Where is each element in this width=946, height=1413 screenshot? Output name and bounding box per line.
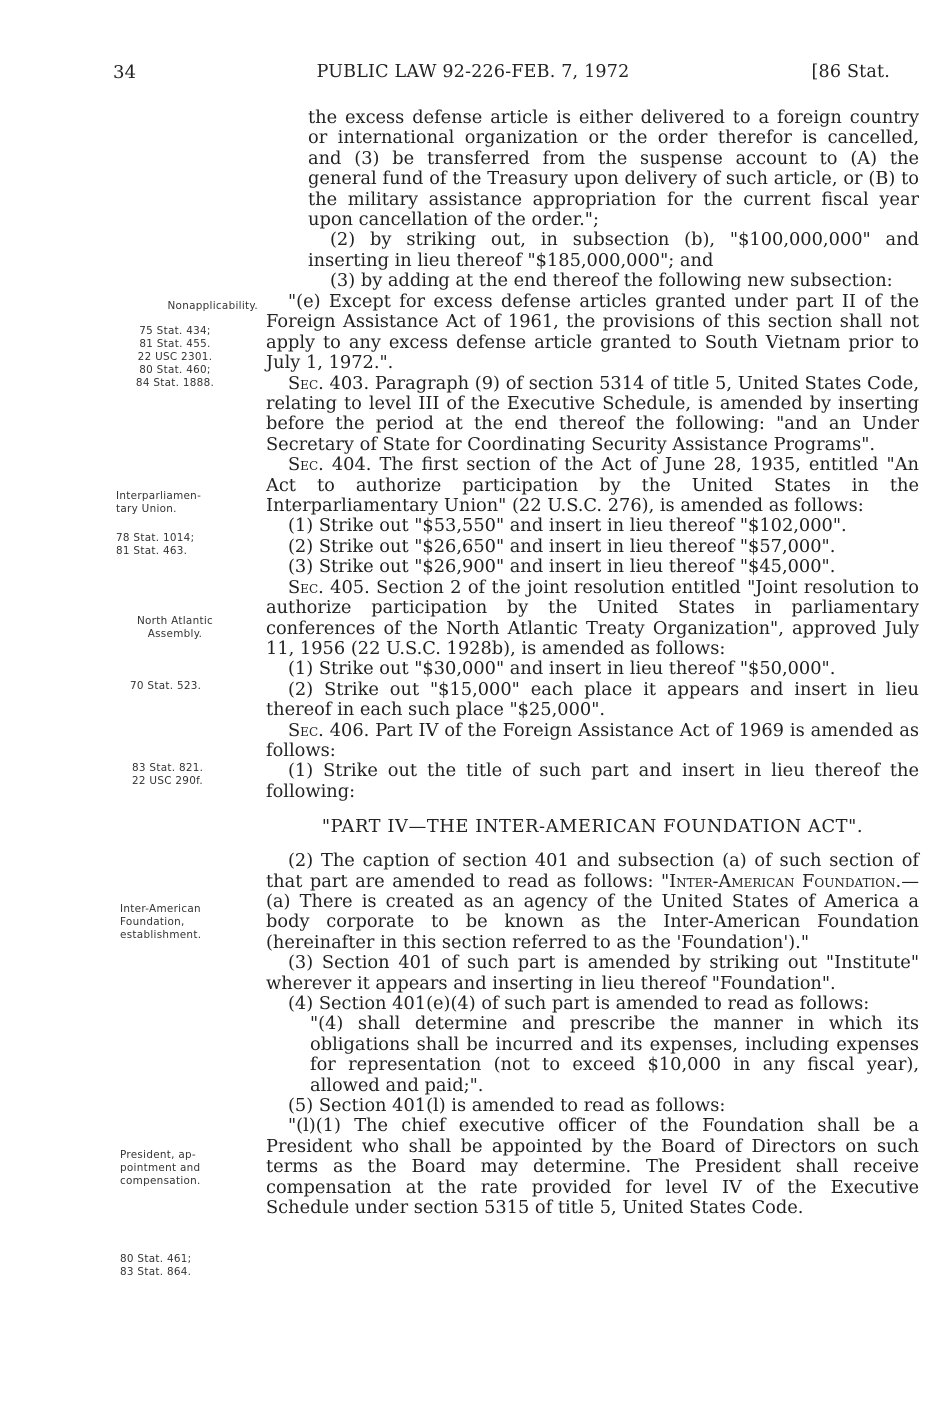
margin-cite-4: 83 Stat. 821. 22 USC 290f. bbox=[132, 762, 204, 787]
paragraph-item-2: (2) by striking out, in subsection (b), "$100,000,000" and inserting in lieu thereof "$185,000,000"; and bbox=[308, 229, 919, 271]
section-label: Sec. 406. bbox=[288, 719, 370, 741]
section-404-item-3: (3) Strike out "$26,900" and insert in lieu thereof "$45,000". bbox=[288, 556, 836, 578]
margin-note-north-atlantic: North Atlantic Assembly. bbox=[136, 615, 214, 640]
margin-note-nonapplicability: Nonapplicability. bbox=[167, 300, 258, 312]
volume-ref: [86 Stat. bbox=[811, 62, 890, 82]
section-404: Sec. 404. The first section of the Act of June 28, 1935, entitled "An Act to authorize participation by the United States in the Interparliamentary Union" (22 U.S.C. 276), is amended as follows: bbox=[266, 454, 919, 517]
section-405-item-2: (2) Strike out "$15,000" each place it appears and insert in lieu thereof in each such place "$25,000". bbox=[266, 678, 919, 721]
section-405-item-1: (1) Strike out "$30,000" and insert in lieu thereof "$50,000". bbox=[288, 658, 836, 680]
running-head: PUBLIC LAW 92-226-FEB. 7, 1972 bbox=[316, 62, 630, 82]
margin-note-interparliamentary: Interparliamen- tary Union. bbox=[116, 490, 202, 515]
margin-cite-1: 75 Stat. 434; 81 Stat. 455. 22 USC 2301. 80 Stat. 460; 84 Stat. 1888. bbox=[135, 325, 215, 389]
section-406: Sec. 406. Part IV of the Foreign Assistance Act of 1969 is amended as follows: bbox=[266, 719, 919, 761]
page-number: 34 bbox=[113, 62, 137, 83]
paragraph-item-3: (3) by adding at the end thereof the following new subsection: bbox=[330, 270, 893, 292]
section-406-item-2: (2) The caption of section 401 and subsection (a) of such section of that part are amended to read as follows: "Inter-American Foundation.—(a) There is created as an agency of the United States of America a body corporate to be known as the Inter-American Foundation (hereinafter in this section referred to as the 'Foundation')." bbox=[266, 850, 919, 953]
continuation-block bbox=[308, 108, 919, 292]
section-label: Sec. 403. bbox=[288, 372, 370, 394]
section-label: Sec. 404. bbox=[288, 454, 372, 476]
margin-note-inter-american: Inter-American Foundation, establishment. bbox=[120, 903, 202, 941]
section-406-item-5-quote: "(l)(1) The chief executive officer of the Foundation shall be a President who shall be appointed by the Board of Directors on such terms as the Board may determine. The President shall receive compensation at the rate provided for level IV of the Executive Schedule under section 5315 of title 5, United States Code. bbox=[266, 1115, 919, 1219]
part-heading: "PART IV—THE INTER-AMERICAN FOUNDATION ACT". bbox=[321, 816, 864, 838]
paragraph-continuation: the excess defense article is either delivered to a foreign country or international organization or the order therefor is cancelled, and (3) be transferred from the suspense account to (A) the general fund of the Treasury upon delivery of such article, or (B) to the military assistance appropriation for the current fiscal year upon cancellation of the order."; bbox=[308, 107, 919, 231]
section-406-item-4-quote: "(4) shall determine and prescribe the manner in which its obligations shall be incurred and its expenses, including expenses for representation (not to exceed $10,000 in any fiscal year), allowed and paid;". bbox=[310, 1013, 919, 1096]
section-404-item-2: (2) Strike out "$26,650" and insert in lieu thereof "$57,000". bbox=[288, 535, 836, 557]
section-404-item-1: (1) Strike out "$53,550" and insert in lieu thereof "$102,000". bbox=[288, 515, 847, 537]
section-label: Sec. 405. bbox=[288, 576, 370, 598]
margin-cite-5: 80 Stat. 461; 83 Stat. 864. bbox=[120, 1253, 192, 1278]
section-405: Sec. 405. Section 2 of the joint resolution entitled "Joint resolution to authorize participation by the United States in parliamentary conferences of the North Atlantic Treaty Organization", approved July 11, 1956 (22 U.S.C. 1928b), is amended as follows: bbox=[266, 576, 919, 659]
section-406-item-4: (4) Section 401(e)(4) of such part is amended to read as follows: bbox=[288, 993, 870, 1014]
main-text bbox=[266, 292, 919, 1218]
section-406-item-3: (3) Section 401 of such part is amended by striking out "Institute" wherever it appears and inserting in lieu thereof "Foundation". bbox=[266, 952, 919, 994]
margin-note-president: President, ap- pointment and compensation. bbox=[120, 1149, 201, 1187]
margin-cite-2: 78 Stat. 1014; 81 Stat. 463. bbox=[116, 532, 195, 557]
paragraph-subsection-e: "(e) Except for excess defense articles granted under part II of the Foreign Assistance Act of 1961, the provisions of this section shall not apply to any excess defense article granted to South Vietnam prior to July 1, 1972.". bbox=[266, 291, 919, 374]
section-406-item-5: (5) Section 401(l) is amended to read as follows: bbox=[288, 1095, 726, 1117]
section-403: Sec. 403. Paragraph (9) of section 5314 of title 5, United States Code, relating to level III of the Executive Schedule, is amended by inserting before the period at the end thereof the following: "and an Under Secretary of State for Coordinating Security Assistance Programs". bbox=[266, 372, 919, 455]
section-406-item-1: (1) Strike out the title of such part and insert in lieu thereof the following: bbox=[266, 760, 919, 802]
margin-cite-3: 70 Stat. 523. bbox=[130, 680, 202, 692]
